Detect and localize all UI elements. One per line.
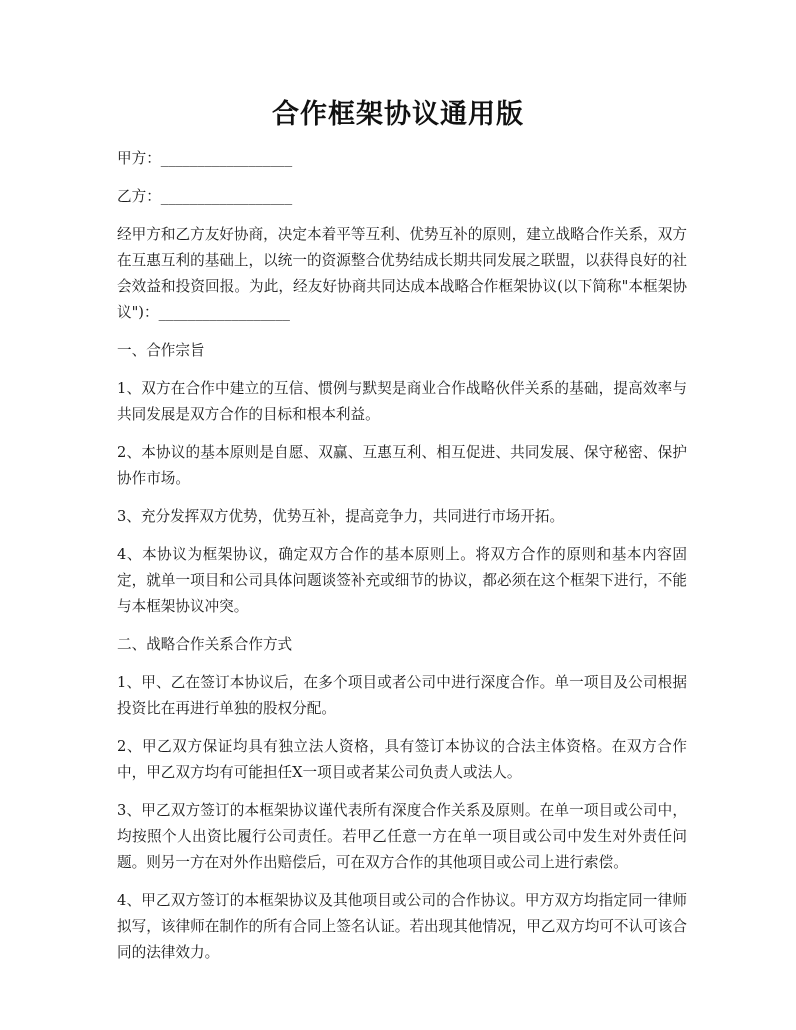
clause-mode-1: 1、甲、乙在签订本协议后，在多个项目或者公司中进行深度合作。单一项目及公司根据投资比在再进行单独的股权分配。: [117, 674, 687, 717]
clause-purpose-4: 4、本协议为框架协议，确定双方合作的基本原则上。将双方合作的原则和基本内容固定，就单一项目和公司具体问题谈签补充或细节的协议，都必须在这个框架下进行，不能与本框架协议冲突。: [117, 546, 687, 615]
section-heading-cooperation-mode: 二、战略合作关系合作方式: [117, 636, 293, 653]
section-heading-purpose: 一、合作宗旨: [117, 342, 205, 359]
clause-purpose-2: 2、本协议的基本原则是自愿、双赢、互惠互利、相互促进、共同发展、保守秘密、保护协作市场。: [117, 444, 687, 487]
party-a-line: 甲方：__________________: [117, 150, 293, 167]
clause-mode-4: 4、甲乙双方签订的本框架协议及其他项目或公司的合作协议。甲方双方均指定同一律师拟写，该律师在制作的所有合同上签名认证。若出现其他情况，甲乙双方均可不认可该合同的法律效力。: [117, 892, 687, 961]
document-title: 合作框架协议通用版: [272, 99, 524, 130]
clause-mode-2: 2、甲乙双方保证均具有独立法人资格，具有签订本协议的合法主体资格。在双方合作中，甲乙双方均有可能担任X一项目或者某公司负责人或法人。: [117, 738, 687, 781]
document-body: [117, 146, 687, 978]
clause-purpose-3: 3、充分发挥双方优势，优势互补，提高竞争力，共同进行市场开拓。: [117, 508, 565, 525]
clause-purpose-1: 1、双方在合作中建立的互信、惯例与默契是商业合作战略伙伴关系的基础，提高效率与共同发展是双方合作的目标和根本利益。: [117, 380, 687, 423]
party-b-line: 乙方：__________________: [117, 188, 293, 205]
clause-mode-3: 3、甲乙双方签订的本框架协议谨代表所有深度合作关系及原则。在单一项目或公司中，均按照个人出资比履行公司责任。若甲乙任意一方在单一项目或公司中发生对外责任问题。则另一方在对外作出赔偿后，可在双方合作的其他项目或公司上进行索偿。: [117, 802, 687, 871]
intro-paragraph: 经甲方和乙方友好协商，决定本着平等互利、优势互补的原则，建立战略合作关系，双方在互惠互利的基础上，以统一的资源整合优势结成长期共同发展之联盟，以获得良好的社会效益和投资回报。为此，经友好协商共同达成本战略合作框架协议(以下简称"本框架协议")：__________________: [117, 226, 687, 321]
